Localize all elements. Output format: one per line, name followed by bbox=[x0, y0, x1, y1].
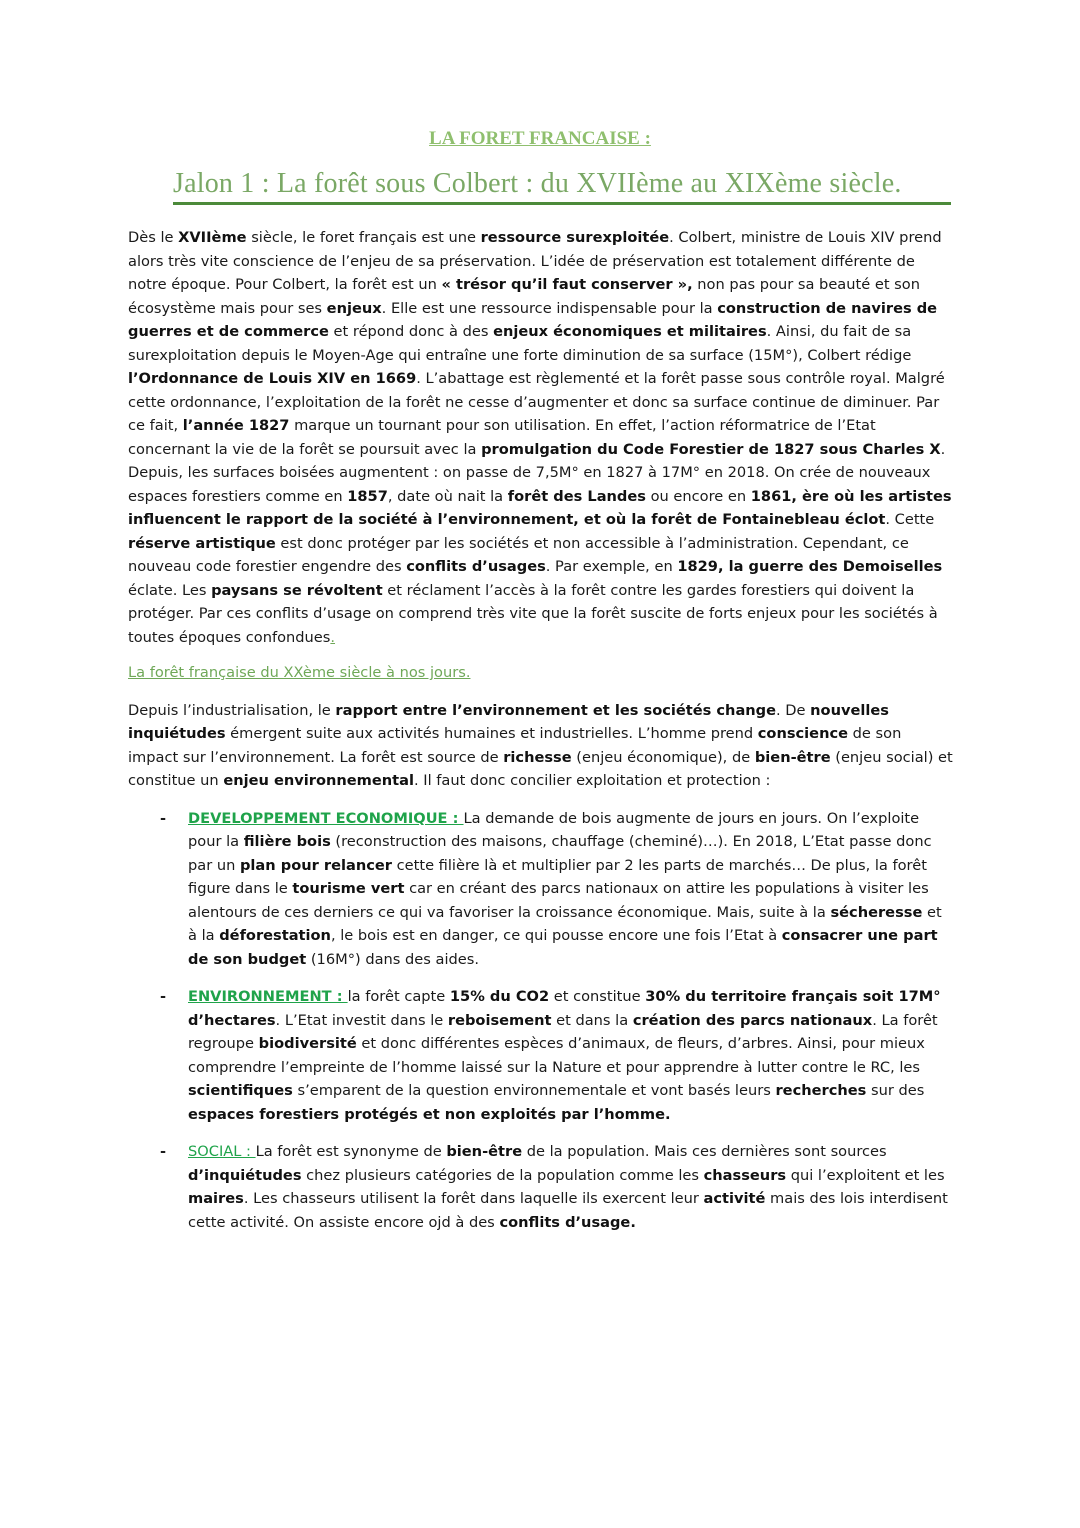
bold-phrase: recherches bbox=[775, 1082, 867, 1099]
bullet-dash: - bbox=[160, 1143, 167, 1160]
text-run: . Colbert, ministre de Louis XIV prend alors très vite conscience de l’enjeu de sa préservation. L’idée de préservation est totalement différente de notre époque. Pour Colbert, la forêt est un bbox=[128, 229, 942, 293]
bold-phrase: « trésor qu’il faut conserver », bbox=[441, 276, 693, 293]
text-run: marque un tournant pour son utilisation. En effet, l’action réformatrice de l’Etat concernant la vie de la forêt se poursuit avec la bbox=[128, 417, 876, 458]
text-run: s’emparent de la question environnementale et vont basés leurs bbox=[292, 1082, 776, 1099]
bold-phrase: consacrer une part de son budget bbox=[188, 927, 938, 968]
bold-phrase: bien-être bbox=[754, 748, 831, 766]
text-run: chez plusieurs catégories de la population comme les bbox=[301, 1166, 704, 1184]
bold-phrase: filière bois bbox=[243, 833, 331, 850]
bold-phrase: tourisme vert bbox=[292, 880, 405, 897]
bold-phrase: activité bbox=[703, 1190, 766, 1207]
text-run: qui l’exploitent et les bbox=[786, 1166, 945, 1184]
bold-phrase: paysans se révoltent bbox=[211, 581, 383, 599]
bullet-label: DEVELOPPEMENT ECONOMIQUE : bbox=[188, 809, 464, 827]
text-run: et donc différentes espèces d’animaux, de fleurs, d’arbres. Ainsi, pour mieux comprendre l’empreinte de l’homme laissé sur la Nature et pour apprendre à lutter contre le RC, les bbox=[188, 1035, 925, 1076]
bold-phrase: espaces forestiers protégés et non exploités par l’homme. bbox=[188, 1105, 671, 1123]
bold-phrase: rapport entre l’environnement et les sociétés change bbox=[335, 701, 777, 719]
text-run: . L’abattage est règlementé et la forêt passe sous contrôle royal. Malgré cette ordonnance, l’exploitation de la forêt ne cesse d’augmenter et donc sa surface continue de diminuer. Par ce fait, bbox=[128, 370, 945, 434]
text-run: de son impact sur l’environnement. La forêt est source de bbox=[128, 725, 902, 766]
issues-list bbox=[128, 807, 954, 1235]
text-run: cette filière là et multiplier par 2 les parts de marchés… De plus, la forêt figure dans le bbox=[188, 856, 927, 897]
text-run: . Elle est une ressource indispensable pour la bbox=[381, 299, 718, 317]
text-run: mais des lois interdisent cette activité. On assiste encore ojd à des bbox=[188, 1190, 948, 1231]
bold-phrase: plan pour relancer bbox=[239, 856, 392, 874]
bold-phrase: conflits d’usages bbox=[406, 558, 546, 575]
bold-phrase: enjeu environnemental bbox=[223, 772, 414, 789]
bold-phrase: enjeux économiques et militaires bbox=[493, 323, 767, 340]
bold-phrase: scientifiques bbox=[188, 1082, 293, 1099]
bullet-label: SOCIAL : bbox=[188, 1143, 256, 1160]
text-run: (enjeu social) et constitue un bbox=[128, 748, 953, 789]
bold-phrase: réserve artistique bbox=[128, 534, 276, 552]
text-run: . De bbox=[776, 701, 811, 719]
bold-phrase: l’année 1827 bbox=[182, 417, 290, 434]
text-run: et à la bbox=[188, 903, 942, 944]
bold-phrase: forêt des Landes bbox=[507, 487, 646, 505]
section-heading: La forêt française du XXème siècle à nos jours. bbox=[128, 664, 471, 681]
list-item bbox=[128, 1140, 954, 1234]
text-run: . Par exemple, en bbox=[545, 558, 678, 575]
document-body bbox=[128, 226, 954, 1248]
industrialisation-paragraph bbox=[128, 699, 954, 793]
underlined-mark: . bbox=[330, 628, 336, 646]
bold-phrase: conscience bbox=[757, 725, 849, 742]
bold-phrase: d’inquiétudes bbox=[188, 1166, 302, 1184]
bold-phrase: 1857 bbox=[347, 487, 388, 505]
bold-phrase: enjeux bbox=[326, 299, 382, 317]
list-item bbox=[128, 807, 954, 972]
text-run: et répond donc à des bbox=[328, 323, 494, 340]
bold-phrase: promulgation du Code Forestier de 1827 sous Charles X bbox=[481, 440, 941, 458]
bold-phrase: déforestation bbox=[219, 927, 331, 944]
text-run: . L’Etat investit dans le bbox=[275, 1011, 448, 1029]
text-run: . Ainsi, du fait de sa surexploitation depuis le Moyen-Age qui entraîne une forte diminution de sa surface (15M°), Colbert rédige bbox=[128, 323, 912, 364]
bullet-label: ENVIRONNEMENT : bbox=[188, 988, 348, 1005]
bold-phrase: l’Ordonnance de Louis XIV en 1669 bbox=[128, 370, 417, 387]
text-run: car en créant des parcs nationaux on attire les populations à visiter les alentours de ces derniers ce qui va favoriser la croissance économique. Mais, suite à la bbox=[188, 880, 929, 921]
text-run: et dans la bbox=[551, 1011, 633, 1029]
text-run: est donc protéger par les sociétés et non accessible à l’administration. Cependant, ce nouveau code forestier engendre des bbox=[128, 534, 909, 575]
text-run: La forêt est synonyme de bbox=[255, 1143, 447, 1160]
text-run: . Il faut donc concilier exploitation et protection : bbox=[414, 772, 771, 789]
bold-phrase: création des parcs nationaux bbox=[632, 1011, 873, 1029]
bold-phrase: chasseurs bbox=[703, 1166, 787, 1184]
bold-phrase: sécheresse bbox=[830, 903, 923, 921]
bold-phrase: reboisement bbox=[447, 1011, 552, 1029]
text-run: . Depuis, les surfaces boisées augmentent : on passe de 7,5M° en 1827 à 17M° en 2018. On crée de nouveaux espaces forestiers comme en bbox=[128, 440, 946, 505]
text-run: sur des bbox=[866, 1082, 925, 1099]
bold-phrase: maires bbox=[188, 1190, 244, 1207]
text-run: de la population. Mais ces dernières sont sources bbox=[522, 1143, 887, 1160]
text-run: (enjeu économique), de bbox=[571, 748, 755, 766]
text-run: Dès le bbox=[128, 229, 179, 246]
bold-phrase: conflits d’usage. bbox=[499, 1213, 636, 1231]
bold-phrase: richesse bbox=[503, 748, 572, 766]
bold-phrase: 30% du territoire français soit 17M° d’hectares bbox=[188, 988, 941, 1029]
bold-phrase: XVIIème bbox=[178, 229, 247, 246]
bold-phrase: bien-être bbox=[446, 1143, 523, 1160]
bold-phrase: 1829, la guerre des Demoiselles bbox=[677, 558, 943, 575]
bullet-dash: - bbox=[160, 809, 167, 827]
text-run: . La forêt regroupe bbox=[188, 1011, 938, 1052]
text-run: Depuis l’industrialisation, le bbox=[128, 701, 336, 719]
text-run: (16M°) dans des aides. bbox=[306, 950, 480, 968]
bold-phrase: 15% du CO2 bbox=[449, 988, 550, 1005]
document-title: LA FORET FRANCAISE : bbox=[429, 128, 651, 149]
bold-phrase: biodiversité bbox=[258, 1035, 357, 1052]
text-run: , date où nait la bbox=[387, 487, 508, 505]
heading-underline bbox=[173, 202, 951, 205]
text-run: ou encore en bbox=[645, 487, 751, 505]
text-run: et constitue bbox=[549, 988, 646, 1005]
text-run: et réclament l’accès à la forêt contre les gardes forestiers qui doivent la protéger. Par ces conflits d’usage on comprend très vite que la forêt suscite de forts enjeux pour les sociétés à toutes époques confondues bbox=[128, 581, 938, 646]
bold-phrase: construction de navires de guerres et de commerce bbox=[128, 299, 938, 340]
text-run: non pas pour sa beauté et son écosystème mais pour ses bbox=[128, 276, 920, 317]
bold-phrase: nouvelles inquiétudes bbox=[128, 701, 889, 742]
text-run: La demande de bois augmente de jours en jours. On l’exploite pour la bbox=[188, 809, 920, 850]
text-run: la forêt capte bbox=[347, 988, 450, 1005]
text-run: (reconstruction des maisons, chauffage (cheminé)…). En 2018, L’Etat passe donc par un bbox=[188, 833, 932, 874]
text-run: siècle, le foret français est une bbox=[246, 229, 481, 246]
bullet-dash: - bbox=[160, 988, 167, 1005]
jalon-heading: Jalon 1 : La forêt sous Colbert : du XVIIème au XIXème siècle. bbox=[173, 168, 902, 199]
text-run: , le bois est en danger, ce qui pousse encore une fois l’Etat à bbox=[330, 927, 782, 944]
list-item bbox=[128, 985, 954, 1126]
bold-phrase: ressource surexploitée bbox=[480, 229, 670, 246]
bold-phrase: 1861, ère où les artistes influencent le rapport de la société à l’environnement, et où la forêt de Fontainebleau éclot bbox=[128, 487, 952, 528]
intro-paragraph bbox=[128, 226, 954, 649]
text-run: . Les chasseurs utilisent la forêt dans laquelle ils exercent leur bbox=[243, 1190, 704, 1207]
text-run: éclate. Les bbox=[128, 581, 212, 599]
text-run: . Cette bbox=[885, 511, 935, 528]
text-run: émergent suite aux activités humaines et industrielles. L’homme prend bbox=[225, 725, 758, 742]
